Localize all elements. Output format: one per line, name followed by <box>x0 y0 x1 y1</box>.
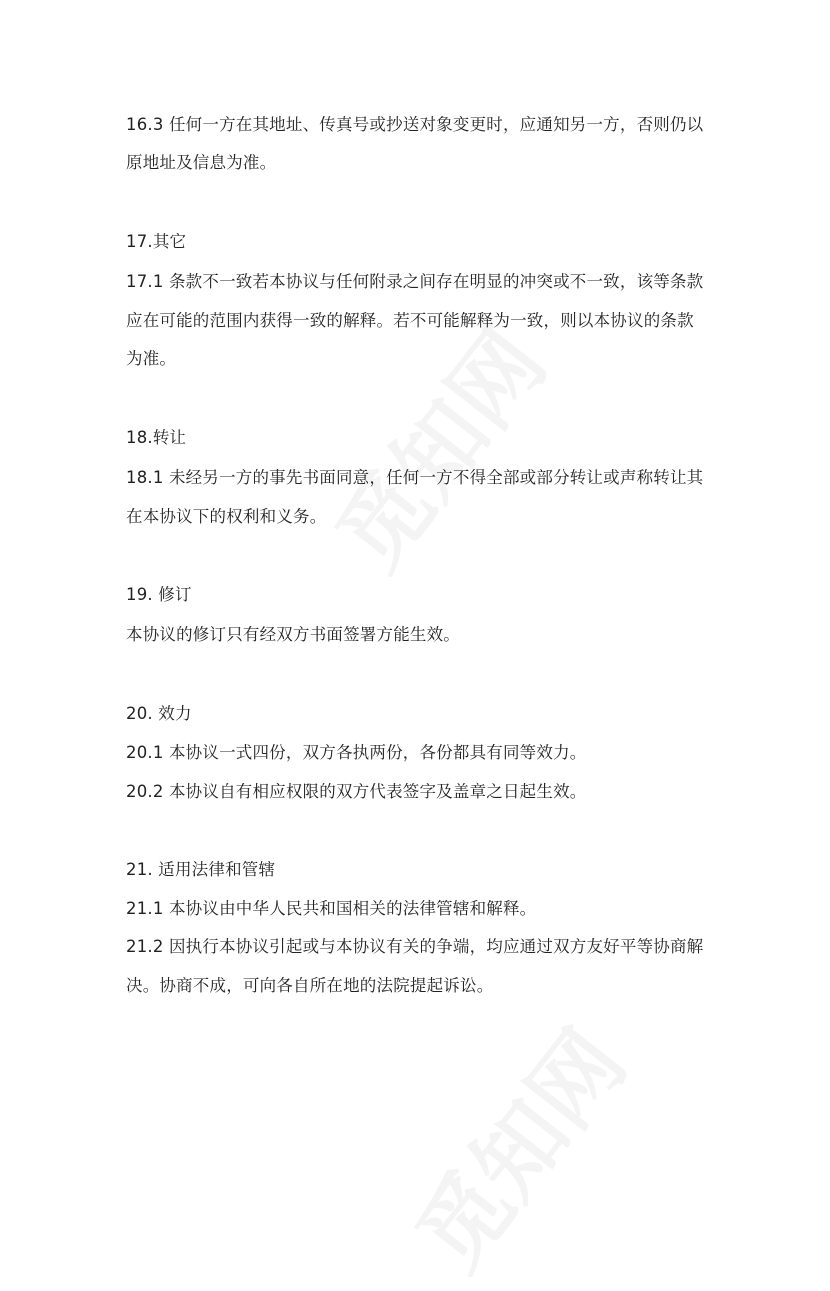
section-heading-21: 21. 适用法律和管辖 <box>126 860 276 879</box>
paragraph-17-1-line-3: 为准。 <box>126 349 177 368</box>
paragraph-21-2-line-1: 21.2 因执行本协议引起或与本协议有关的争端，均应通过双方友好平等协商解 <box>126 937 704 956</box>
paragraph-17-1-line-1: 17.1 条款不一致若本协议与任何附录之间存在明显的冲突或不一致，该等条款 <box>126 272 704 291</box>
section-heading-20: 20. 效力 <box>126 704 192 723</box>
paragraph-17-1-line-2: 应在可能的范围内获得一致的解释。若不可能解释为一致，则以本协议的条款 <box>126 311 694 330</box>
section-heading-19: 19. 修订 <box>126 585 192 604</box>
paragraph-18-1-line-1: 18.1 未经另一方的事先书面同意，任何一方不得全部或部分转让或声称转让其 <box>126 468 704 487</box>
paragraph-16-3-line-2: 原地址及信息为准。 <box>126 153 277 172</box>
paragraph-20-1: 20.1 本协议一式四份，双方各执两份，各份都具有同等效力。 <box>126 743 587 762</box>
section-heading-17: 17.其它 <box>126 232 187 251</box>
paragraph-20-2: 20.2 本协议自有相应权限的双方代表签字及盖章之日起生效。 <box>126 782 587 801</box>
paragraph-19-line-1: 本协议的修订只有经双方书面签署方能生效。 <box>126 625 460 644</box>
watermark-bottom <box>381 999 650 1291</box>
paragraph-18-1-line-2: 在本协议下的权利和义务。 <box>126 507 327 526</box>
paragraph-21-2-line-2: 决。协商不成，可向各自所在地的法院提起诉讼。 <box>126 976 494 995</box>
paragraph-21-1: 21.1 本协议由中华人民共和国相关的法律管辖和解释。 <box>126 899 537 918</box>
paragraph-16-3-line-1: 16.3 任何一方在其地址、传真号或抄送对象变更时，应通知另一方，否则仍以 <box>126 115 704 134</box>
section-heading-18: 18.转让 <box>126 428 187 447</box>
